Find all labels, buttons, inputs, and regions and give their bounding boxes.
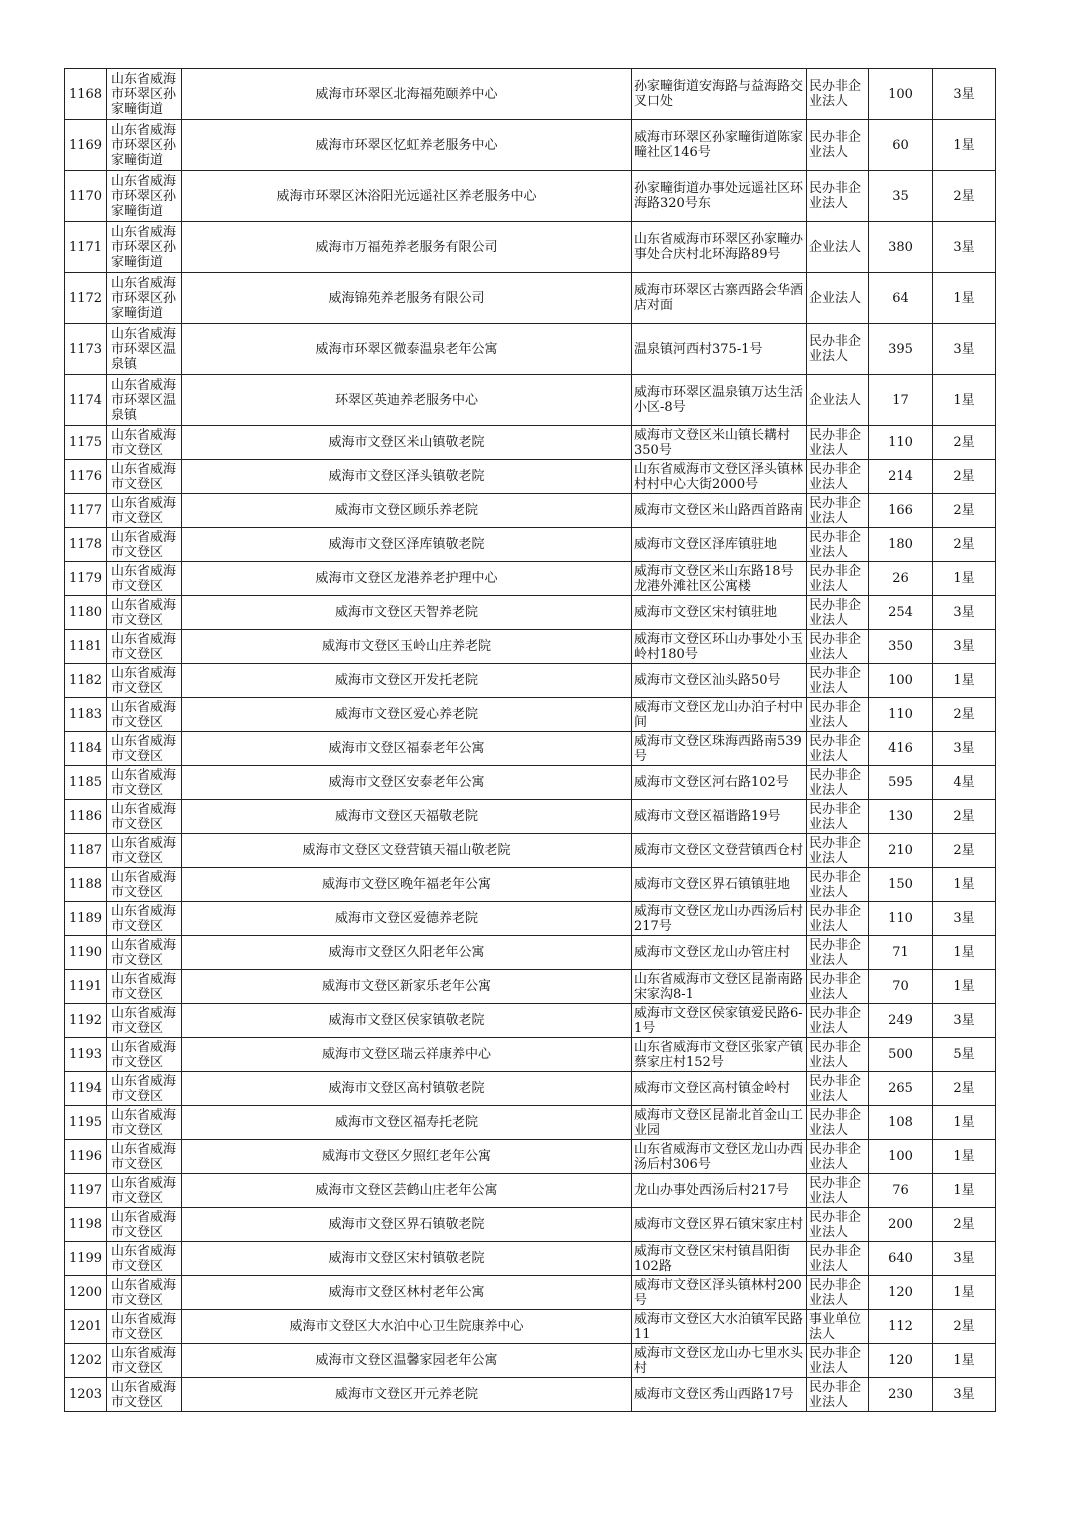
table-row bbox=[65, 1310, 996, 1344]
region-cell: 山东省威海市文登区 bbox=[107, 868, 182, 902]
address-cell: 威海市文登区秀山西路17号 bbox=[632, 1378, 807, 1412]
star-rating-cell: 1星 bbox=[933, 1344, 996, 1378]
institution-name-cell: 威海市环翠区忆虹养老服务中心 bbox=[182, 120, 632, 171]
region-cell: 山东省威海市文登区 bbox=[107, 936, 182, 970]
institution-name-cell: 威海市文登区泽库镇敬老院 bbox=[182, 528, 632, 562]
region-cell: 山东省威海市文登区 bbox=[107, 766, 182, 800]
legal-type-cell: 民办非企业法人 bbox=[807, 664, 869, 698]
legal-type-cell: 企业法人 bbox=[807, 222, 869, 273]
address-cell: 山东省威海市文登区昆嵛南路宋家沟8-1 bbox=[632, 970, 807, 1004]
region-cell: 山东省威海市文登区 bbox=[107, 1378, 182, 1412]
institution-name-cell: 威海市文登区爱德养老院 bbox=[182, 902, 632, 936]
bed-count-cell: 254 bbox=[869, 596, 933, 630]
table-row bbox=[65, 630, 996, 664]
star-rating-cell: 3星 bbox=[933, 902, 996, 936]
star-rating-cell: 3星 bbox=[933, 596, 996, 630]
table-row bbox=[65, 1276, 996, 1310]
address-cell: 孙家疃街道安海路与益海路交叉口处 bbox=[632, 69, 807, 120]
region-cell: 山东省威海市文登区 bbox=[107, 970, 182, 1004]
address-cell: 山东省威海市文登区泽头镇林村村中心大街2000号 bbox=[632, 460, 807, 494]
bed-count-cell: 166 bbox=[869, 494, 933, 528]
table-row bbox=[65, 69, 996, 120]
region-cell: 山东省威海市环翠区孙家疃街道 bbox=[107, 273, 182, 324]
address-cell: 威海市文登区界石镇宋家庄村 bbox=[632, 1208, 807, 1242]
star-rating-cell: 2星 bbox=[933, 834, 996, 868]
star-rating-cell: 1星 bbox=[933, 970, 996, 1004]
row-number-cell: 1195 bbox=[65, 1106, 107, 1140]
table-row bbox=[65, 562, 996, 596]
row-number-cell: 1199 bbox=[65, 1242, 107, 1276]
region-cell: 山东省威海市文登区 bbox=[107, 1038, 182, 1072]
region-cell: 山东省威海市文登区 bbox=[107, 1344, 182, 1378]
row-number-cell: 1177 bbox=[65, 494, 107, 528]
star-rating-cell: 2星 bbox=[933, 426, 996, 460]
star-rating-cell: 2星 bbox=[933, 1310, 996, 1344]
institution-name-cell: 威海市文登区安泰老年公寓 bbox=[182, 766, 632, 800]
row-number-cell: 1196 bbox=[65, 1140, 107, 1174]
address-cell: 威海市环翠区古寨西路会华酒店对面 bbox=[632, 273, 807, 324]
address-cell: 威海市文登区龙山办西汤后村217号 bbox=[632, 902, 807, 936]
bed-count-cell: 100 bbox=[869, 69, 933, 120]
legal-type-cell: 民办非企业法人 bbox=[807, 460, 869, 494]
row-number-cell: 1182 bbox=[65, 664, 107, 698]
institution-name-cell: 环翠区英迪养老服务中心 bbox=[182, 375, 632, 426]
bed-count-cell: 120 bbox=[869, 1344, 933, 1378]
row-number-cell: 1191 bbox=[65, 970, 107, 1004]
region-cell: 山东省威海市文登区 bbox=[107, 1276, 182, 1310]
region-cell: 山东省威海市文登区 bbox=[107, 630, 182, 664]
legal-type-cell: 民办非企业法人 bbox=[807, 1140, 869, 1174]
address-cell: 威海市文登区龙山办七里水头村 bbox=[632, 1344, 807, 1378]
legal-type-cell: 民办非企业法人 bbox=[807, 902, 869, 936]
star-rating-cell: 1星 bbox=[933, 1106, 996, 1140]
region-cell: 山东省威海市环翠区孙家疃街道 bbox=[107, 171, 182, 222]
table-row bbox=[65, 902, 996, 936]
institution-name-cell: 威海市文登区大水泊中心卫生院康养中心 bbox=[182, 1310, 632, 1344]
row-number-cell: 1183 bbox=[65, 698, 107, 732]
table-row bbox=[65, 494, 996, 528]
legal-type-cell: 民办非企业法人 bbox=[807, 630, 869, 664]
region-cell: 山东省威海市环翠区孙家疃街道 bbox=[107, 222, 182, 273]
star-rating-cell: 3星 bbox=[933, 1004, 996, 1038]
table-row bbox=[65, 970, 996, 1004]
bed-count-cell: 110 bbox=[869, 698, 933, 732]
star-rating-cell: 1星 bbox=[933, 1174, 996, 1208]
bed-count-cell: 60 bbox=[869, 120, 933, 171]
table-row bbox=[65, 222, 996, 273]
institution-name-cell: 威海市文登区天福敬老院 bbox=[182, 800, 632, 834]
address-cell: 威海市文登区龙山办管庄村 bbox=[632, 936, 807, 970]
address-cell: 威海市文登区河右路102号 bbox=[632, 766, 807, 800]
star-rating-cell: 3星 bbox=[933, 1378, 996, 1412]
bed-count-cell: 130 bbox=[869, 800, 933, 834]
star-rating-cell: 1星 bbox=[933, 1276, 996, 1310]
region-cell: 山东省威海市环翠区孙家疃街道 bbox=[107, 69, 182, 120]
row-number-cell: 1173 bbox=[65, 324, 107, 375]
row-number-cell: 1201 bbox=[65, 1310, 107, 1344]
institution-name-cell: 威海市文登区泽头镇敬老院 bbox=[182, 460, 632, 494]
address-cell: 山东省威海市文登区龙山办西汤后村306号 bbox=[632, 1140, 807, 1174]
region-cell: 山东省威海市文登区 bbox=[107, 1174, 182, 1208]
legal-type-cell: 民办非企业法人 bbox=[807, 1174, 869, 1208]
address-cell: 威海市文登区昆嵛北首金山工业园 bbox=[632, 1106, 807, 1140]
legal-type-cell: 民办非企业法人 bbox=[807, 936, 869, 970]
bed-count-cell: 100 bbox=[869, 1140, 933, 1174]
institution-name-cell: 威海市文登区久阳老年公寓 bbox=[182, 936, 632, 970]
star-rating-cell: 4星 bbox=[933, 766, 996, 800]
address-cell: 山东省威海市环翠区孙家疃办事处合庆村北环海路89号 bbox=[632, 222, 807, 273]
bed-count-cell: 120 bbox=[869, 1276, 933, 1310]
legal-type-cell: 民办非企业法人 bbox=[807, 528, 869, 562]
institution-name-cell: 威海市文登区天智养老院 bbox=[182, 596, 632, 630]
row-number-cell: 1171 bbox=[65, 222, 107, 273]
region-cell: 山东省威海市文登区 bbox=[107, 732, 182, 766]
row-number-cell: 1178 bbox=[65, 528, 107, 562]
institution-name-cell: 威海市环翠区微泰温泉老年公寓 bbox=[182, 324, 632, 375]
institution-name-cell: 威海市文登区福寿托老院 bbox=[182, 1106, 632, 1140]
region-cell: 山东省威海市文登区 bbox=[107, 460, 182, 494]
row-number-cell: 1169 bbox=[65, 120, 107, 171]
table-row bbox=[65, 273, 996, 324]
bed-count-cell: 17 bbox=[869, 375, 933, 426]
legal-type-cell: 民办非企业法人 bbox=[807, 1344, 869, 1378]
star-rating-cell: 2星 bbox=[933, 494, 996, 528]
row-number-cell: 1181 bbox=[65, 630, 107, 664]
bed-count-cell: 110 bbox=[869, 426, 933, 460]
institution-name-cell: 威海市文登区温馨家园老年公寓 bbox=[182, 1344, 632, 1378]
star-rating-cell: 2星 bbox=[933, 171, 996, 222]
address-cell: 威海市文登区大水泊镇军民路11 bbox=[632, 1310, 807, 1344]
bed-count-cell: 350 bbox=[869, 630, 933, 664]
table-row bbox=[65, 1378, 996, 1412]
star-rating-cell: 3星 bbox=[933, 630, 996, 664]
star-rating-cell: 1星 bbox=[933, 936, 996, 970]
bed-count-cell: 230 bbox=[869, 1378, 933, 1412]
table-row bbox=[65, 834, 996, 868]
table-row bbox=[65, 664, 996, 698]
table-row bbox=[65, 375, 996, 426]
institution-name-cell: 威海市文登区林村老年公寓 bbox=[182, 1276, 632, 1310]
row-number-cell: 1190 bbox=[65, 936, 107, 970]
row-number-cell: 1174 bbox=[65, 375, 107, 426]
row-number-cell: 1188 bbox=[65, 868, 107, 902]
institution-name-cell: 威海锦苑养老服务有限公司 bbox=[182, 273, 632, 324]
table-row bbox=[65, 171, 996, 222]
bed-count-cell: 108 bbox=[869, 1106, 933, 1140]
row-number-cell: 1172 bbox=[65, 273, 107, 324]
legal-type-cell: 民办非企业法人 bbox=[807, 1276, 869, 1310]
bed-count-cell: 416 bbox=[869, 732, 933, 766]
address-cell: 威海市文登区宋村镇昌阳街102路 bbox=[632, 1242, 807, 1276]
bed-count-cell: 64 bbox=[869, 273, 933, 324]
institution-name-cell: 威海市文登区文登营镇天福山敬老院 bbox=[182, 834, 632, 868]
region-cell: 山东省威海市环翠区孙家疃街道 bbox=[107, 120, 182, 171]
row-number-cell: 1170 bbox=[65, 171, 107, 222]
region-cell: 山东省威海市文登区 bbox=[107, 1310, 182, 1344]
institution-name-cell: 威海市文登区高村镇敬老院 bbox=[182, 1072, 632, 1106]
star-rating-cell: 1星 bbox=[933, 375, 996, 426]
region-cell: 山东省威海市文登区 bbox=[107, 1140, 182, 1174]
address-cell: 威海市文登区珠海西路南539号 bbox=[632, 732, 807, 766]
institution-name-cell: 威海市文登区爱心养老院 bbox=[182, 698, 632, 732]
table-row bbox=[65, 460, 996, 494]
institution-name-cell: 威海市文登区瑞云祥康养中心 bbox=[182, 1038, 632, 1072]
star-rating-cell: 2星 bbox=[933, 698, 996, 732]
star-rating-cell: 2星 bbox=[933, 800, 996, 834]
legal-type-cell: 民办非企业法人 bbox=[807, 1004, 869, 1038]
bed-count-cell: 35 bbox=[869, 171, 933, 222]
table-body bbox=[65, 69, 996, 1412]
region-cell: 山东省威海市文登区 bbox=[107, 494, 182, 528]
table-row bbox=[65, 766, 996, 800]
region-cell: 山东省威海市文登区 bbox=[107, 1072, 182, 1106]
address-cell: 威海市文登区文登营镇西仓村 bbox=[632, 834, 807, 868]
row-number-cell: 1179 bbox=[65, 562, 107, 596]
table-row bbox=[65, 426, 996, 460]
legal-type-cell: 民办非企业法人 bbox=[807, 1242, 869, 1276]
address-cell: 威海市文登区米山镇长耩村350号 bbox=[632, 426, 807, 460]
bed-count-cell: 265 bbox=[869, 1072, 933, 1106]
institution-name-cell: 威海市文登区玉岭山庄养老院 bbox=[182, 630, 632, 664]
row-number-cell: 1175 bbox=[65, 426, 107, 460]
row-number-cell: 1200 bbox=[65, 1276, 107, 1310]
region-cell: 山东省威海市文登区 bbox=[107, 562, 182, 596]
legal-type-cell: 民办非企业法人 bbox=[807, 426, 869, 460]
institution-name-cell: 威海市文登区晚年福老年公寓 bbox=[182, 868, 632, 902]
legal-type-cell: 企业法人 bbox=[807, 375, 869, 426]
row-number-cell: 1168 bbox=[65, 69, 107, 120]
row-number-cell: 1180 bbox=[65, 596, 107, 630]
institution-name-cell: 威海市文登区开发托老院 bbox=[182, 664, 632, 698]
address-cell: 威海市文登区泽库镇驻地 bbox=[632, 528, 807, 562]
institution-name-cell: 威海市文登区龙港养老护理中心 bbox=[182, 562, 632, 596]
table-row bbox=[65, 120, 996, 171]
table-row bbox=[65, 596, 996, 630]
legal-type-cell: 民办非企业法人 bbox=[807, 970, 869, 1004]
legal-type-cell: 民办非企业法人 bbox=[807, 698, 869, 732]
legal-type-cell: 民办非企业法人 bbox=[807, 562, 869, 596]
legal-type-cell: 民办非企业法人 bbox=[807, 120, 869, 171]
bed-count-cell: 71 bbox=[869, 936, 933, 970]
legal-type-cell: 民办非企业法人 bbox=[807, 766, 869, 800]
table-row bbox=[65, 936, 996, 970]
legal-type-cell: 企业法人 bbox=[807, 273, 869, 324]
legal-type-cell: 民办非企业法人 bbox=[807, 1378, 869, 1412]
legal-type-cell: 民办非企业法人 bbox=[807, 494, 869, 528]
star-rating-cell: 1星 bbox=[933, 562, 996, 596]
star-rating-cell: 2星 bbox=[933, 460, 996, 494]
address-cell: 威海市环翠区温泉镇万达生活小区-8号 bbox=[632, 375, 807, 426]
row-number-cell: 1187 bbox=[65, 834, 107, 868]
institution-name-cell: 威海市环翠区沐浴阳光远遥社区养老服务中心 bbox=[182, 171, 632, 222]
address-cell: 威海市文登区汕头路50号 bbox=[632, 664, 807, 698]
bed-count-cell: 249 bbox=[869, 1004, 933, 1038]
legal-type-cell: 民办非企业法人 bbox=[807, 1106, 869, 1140]
bed-count-cell: 595 bbox=[869, 766, 933, 800]
star-rating-cell: 3星 bbox=[933, 222, 996, 273]
address-cell: 威海市文登区高村镇金岭村 bbox=[632, 1072, 807, 1106]
legal-type-cell: 事业单位法人 bbox=[807, 1310, 869, 1344]
table-row bbox=[65, 1208, 996, 1242]
legal-type-cell: 民办非企业法人 bbox=[807, 1072, 869, 1106]
bed-count-cell: 500 bbox=[869, 1038, 933, 1072]
row-number-cell: 1193 bbox=[65, 1038, 107, 1072]
region-cell: 山东省威海市文登区 bbox=[107, 528, 182, 562]
institution-name-cell: 威海市环翠区北海福苑颐养中心 bbox=[182, 69, 632, 120]
region-cell: 山东省威海市环翠区温泉镇 bbox=[107, 375, 182, 426]
region-cell: 山东省威海市文登区 bbox=[107, 698, 182, 732]
address-cell: 威海市文登区界石镇镇驻地 bbox=[632, 868, 807, 902]
address-cell: 山东省威海市文登区张家产镇蔡家庄村152号 bbox=[632, 1038, 807, 1072]
star-rating-cell: 3星 bbox=[933, 69, 996, 120]
table-row bbox=[65, 698, 996, 732]
bed-count-cell: 640 bbox=[869, 1242, 933, 1276]
legal-type-cell: 民办非企业法人 bbox=[807, 69, 869, 120]
row-number-cell: 1197 bbox=[65, 1174, 107, 1208]
region-cell: 山东省威海市文登区 bbox=[107, 1004, 182, 1038]
table-row bbox=[65, 1140, 996, 1174]
bed-count-cell: 214 bbox=[869, 460, 933, 494]
star-rating-cell: 2星 bbox=[933, 1072, 996, 1106]
table-row bbox=[65, 868, 996, 902]
address-cell: 威海市文登区环山办事处小玉岭村180号 bbox=[632, 630, 807, 664]
institution-name-cell: 威海市文登区新家乐老年公寓 bbox=[182, 970, 632, 1004]
table-row bbox=[65, 1038, 996, 1072]
legal-type-cell: 民办非企业法人 bbox=[807, 324, 869, 375]
legal-type-cell: 民办非企业法人 bbox=[807, 868, 869, 902]
address-cell: 威海市文登区泽头镇林村200号 bbox=[632, 1276, 807, 1310]
bed-count-cell: 70 bbox=[869, 970, 933, 1004]
row-number-cell: 1192 bbox=[65, 1004, 107, 1038]
table-row bbox=[65, 528, 996, 562]
bed-count-cell: 380 bbox=[869, 222, 933, 273]
institution-name-cell: 威海市文登区顾乐养老院 bbox=[182, 494, 632, 528]
row-number-cell: 1203 bbox=[65, 1378, 107, 1412]
star-rating-cell: 5星 bbox=[933, 1038, 996, 1072]
bed-count-cell: 150 bbox=[869, 868, 933, 902]
row-number-cell: 1194 bbox=[65, 1072, 107, 1106]
row-number-cell: 1198 bbox=[65, 1208, 107, 1242]
table-row bbox=[65, 732, 996, 766]
legal-type-cell: 民办非企业法人 bbox=[807, 596, 869, 630]
bed-count-cell: 110 bbox=[869, 902, 933, 936]
table-row bbox=[65, 800, 996, 834]
region-cell: 山东省威海市文登区 bbox=[107, 1208, 182, 1242]
star-rating-cell: 1星 bbox=[933, 120, 996, 171]
bed-count-cell: 210 bbox=[869, 834, 933, 868]
row-number-cell: 1176 bbox=[65, 460, 107, 494]
institution-name-cell: 威海市文登区夕照红老年公寓 bbox=[182, 1140, 632, 1174]
address-cell: 龙山办事处西汤后村217号 bbox=[632, 1174, 807, 1208]
address-cell: 威海市文登区福谐路19号 bbox=[632, 800, 807, 834]
star-rating-cell: 3星 bbox=[933, 1242, 996, 1276]
bed-count-cell: 180 bbox=[869, 528, 933, 562]
institution-name-cell: 威海市文登区宋村镇敬老院 bbox=[182, 1242, 632, 1276]
address-cell: 威海市文登区宋村镇驻地 bbox=[632, 596, 807, 630]
legal-type-cell: 民办非企业法人 bbox=[807, 1038, 869, 1072]
address-cell: 温泉镇河西村375-1号 bbox=[632, 324, 807, 375]
region-cell: 山东省威海市文登区 bbox=[107, 834, 182, 868]
star-rating-cell: 1星 bbox=[933, 664, 996, 698]
region-cell: 山东省威海市文登区 bbox=[107, 1242, 182, 1276]
institution-name-cell: 威海市文登区米山镇敬老院 bbox=[182, 426, 632, 460]
legal-type-cell: 民办非企业法人 bbox=[807, 834, 869, 868]
legal-type-cell: 民办非企业法人 bbox=[807, 800, 869, 834]
star-rating-cell: 1星 bbox=[933, 273, 996, 324]
star-rating-cell: 1星 bbox=[933, 1140, 996, 1174]
star-rating-cell: 2星 bbox=[933, 1208, 996, 1242]
row-number-cell: 1202 bbox=[65, 1344, 107, 1378]
table-row bbox=[65, 324, 996, 375]
institution-table bbox=[64, 68, 996, 1412]
row-number-cell: 1185 bbox=[65, 766, 107, 800]
table-row bbox=[65, 1106, 996, 1140]
address-cell: 威海市文登区侯家镇爱民路6-1号 bbox=[632, 1004, 807, 1038]
institution-name-cell: 威海市文登区福泰老年公寓 bbox=[182, 732, 632, 766]
region-cell: 山东省威海市环翠区温泉镇 bbox=[107, 324, 182, 375]
region-cell: 山东省威海市文登区 bbox=[107, 596, 182, 630]
address-cell: 威海市文登区米山东路18号龙港外滩社区公寓楼 bbox=[632, 562, 807, 596]
bed-count-cell: 200 bbox=[869, 1208, 933, 1242]
region-cell: 山东省威海市文登区 bbox=[107, 800, 182, 834]
table-row bbox=[65, 1174, 996, 1208]
institution-name-cell: 威海市文登区芸鹤山庄老年公寓 bbox=[182, 1174, 632, 1208]
bed-count-cell: 395 bbox=[869, 324, 933, 375]
legal-type-cell: 民办非企业法人 bbox=[807, 1208, 869, 1242]
address-cell: 威海市文登区米山路西首路南 bbox=[632, 494, 807, 528]
table-row bbox=[65, 1242, 996, 1276]
star-rating-cell: 1星 bbox=[933, 868, 996, 902]
legal-type-cell: 民办非企业法人 bbox=[807, 171, 869, 222]
table-row bbox=[65, 1072, 996, 1106]
row-number-cell: 1186 bbox=[65, 800, 107, 834]
bed-count-cell: 112 bbox=[869, 1310, 933, 1344]
region-cell: 山东省威海市文登区 bbox=[107, 902, 182, 936]
star-rating-cell: 3星 bbox=[933, 732, 996, 766]
region-cell: 山东省威海市文登区 bbox=[107, 1106, 182, 1140]
row-number-cell: 1189 bbox=[65, 902, 107, 936]
bed-count-cell: 76 bbox=[869, 1174, 933, 1208]
star-rating-cell: 3星 bbox=[933, 324, 996, 375]
table-row bbox=[65, 1344, 996, 1378]
row-number-cell: 1184 bbox=[65, 732, 107, 766]
institution-name-cell: 威海市文登区界石镇敬老院 bbox=[182, 1208, 632, 1242]
star-rating-cell: 2星 bbox=[933, 528, 996, 562]
legal-type-cell: 民办非企业法人 bbox=[807, 732, 869, 766]
bed-count-cell: 100 bbox=[869, 664, 933, 698]
address-cell: 孙家疃街道办事处远遥社区环海路320号东 bbox=[632, 171, 807, 222]
institution-name-cell: 威海市万福苑养老服务有限公司 bbox=[182, 222, 632, 273]
bed-count-cell: 26 bbox=[869, 562, 933, 596]
region-cell: 山东省威海市文登区 bbox=[107, 426, 182, 460]
address-cell: 威海市文登区龙山办泊子村中间 bbox=[632, 698, 807, 732]
table-row bbox=[65, 1004, 996, 1038]
institution-name-cell: 威海市文登区侯家镇敬老院 bbox=[182, 1004, 632, 1038]
address-cell: 威海市环翠区孙家疃街道陈家疃社区146号 bbox=[632, 120, 807, 171]
institution-name-cell: 威海市文登区开元养老院 bbox=[182, 1378, 632, 1412]
region-cell: 山东省威海市文登区 bbox=[107, 664, 182, 698]
